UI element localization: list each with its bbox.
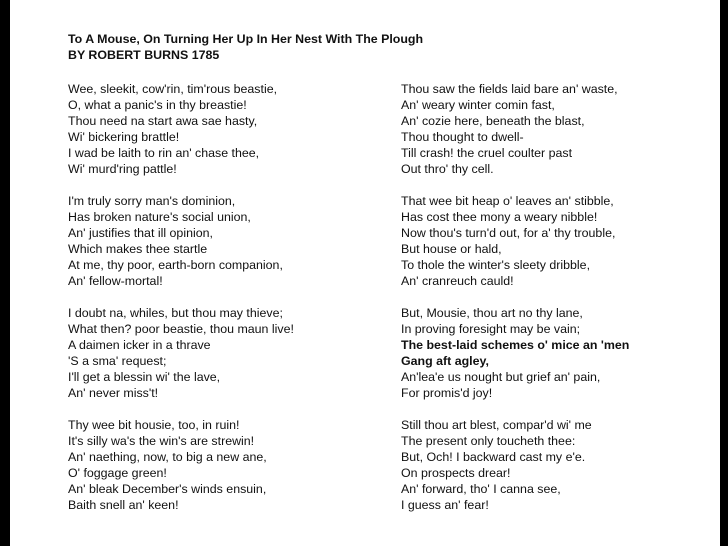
right-column	[401, 81, 629, 529]
poem-line: What then? poor beastie, thou maun live!	[68, 322, 294, 336]
poem-line: In proving foresight may be vain;	[401, 322, 581, 336]
poem-line: Out thro' thy cell.	[401, 162, 494, 176]
poem-line: O, what a panic's in thy breastie!	[68, 98, 247, 112]
poem-line: At me, thy poor, earth-born companion,	[68, 258, 283, 272]
poem-line: I'm truly sorry man's dominion,	[68, 194, 236, 208]
document-page	[10, 0, 720, 546]
poem-line-emphasized: Gang aft agley,	[401, 354, 489, 368]
poem-line: I doubt na, whiles, but thou may thieve;	[68, 306, 283, 320]
poem-line: For promis'd joy!	[401, 386, 493, 400]
poem-line: A daimen icker in a thrave	[68, 338, 211, 352]
poem-line: An'lea'e us nought but grief an' pain,	[401, 370, 601, 384]
poem-line: Wi' bickering brattle!	[68, 130, 180, 144]
poem-line: I wad be laith to rin an' chase thee,	[68, 146, 260, 160]
stanza	[401, 305, 629, 401]
poem-line: Baith snell an' keen!	[68, 498, 179, 512]
poem-line: I'll get a blessin wi' the lave,	[68, 370, 221, 384]
stanza	[401, 417, 629, 513]
left-column	[68, 81, 294, 529]
poem-line: But, Mousie, thou art no thy lane,	[401, 306, 583, 320]
stanza	[68, 193, 294, 289]
poem-line: Has broken nature's social union,	[68, 210, 251, 224]
poem-line: The present only toucheth thee:	[401, 434, 576, 448]
poem-line: Wi' murd'ring pattle!	[68, 162, 177, 176]
poem-line: Thou saw the fields laid bare an' waste,	[401, 82, 618, 96]
stanza	[401, 81, 629, 177]
poem-line: Till crash! the cruel coulter past	[401, 146, 573, 160]
poem-line: O' foggage green!	[68, 466, 167, 480]
stanza	[68, 81, 294, 177]
poem-line: An' justifies that ill opinion,	[68, 226, 213, 240]
stanza	[68, 305, 294, 401]
stanza	[401, 193, 629, 289]
poem-line: Thou thought to dwell-	[401, 130, 524, 144]
poem-line: I guess an' fear!	[401, 498, 489, 512]
poem-line: It's silly wa's the win's are strewin!	[68, 434, 255, 448]
poem-line: 'S a sma' request;	[68, 354, 167, 368]
poem-line: Thou need na start awa sae hasty,	[68, 114, 258, 128]
poem-line: That wee bit heap o' leaves an' stibble,	[401, 194, 614, 208]
poem-line: Thy wee bit housie, too, in ruin!	[68, 418, 240, 432]
poem-line: Has cost thee mony a weary nibble!	[401, 210, 598, 224]
poem-line: An' forward, tho' I canna see,	[401, 482, 561, 496]
poem-line: Which makes thee startle	[68, 242, 208, 256]
poem-line: An' naething, now, to big a new ane,	[68, 450, 267, 464]
poem-line: Still thou art blest, compar'd wi' me	[401, 418, 592, 432]
poem-line: But house or hald,	[401, 242, 502, 256]
poem-line-emphasized: The best-laid schemes o' mice an 'men	[401, 338, 630, 352]
poem-heading	[68, 31, 423, 63]
poem-line: An' never miss't!	[68, 386, 159, 400]
poem-line: An' bleak December's winds ensuin,	[68, 482, 267, 496]
poem-title: To A Mouse, On Turning Her Up In Her Nest With The Plough	[68, 32, 424, 46]
poem-line: An' fellow-mortal!	[68, 274, 163, 288]
poem-line: To thole the winter's sleety dribble,	[401, 258, 591, 272]
poem-line: An' weary winter comin fast,	[401, 98, 555, 112]
poem-byline: BY ROBERT BURNS 1785	[68, 48, 220, 62]
poem-line: An' cozie here, beneath the blast,	[401, 114, 585, 128]
stanza	[68, 417, 294, 513]
poem-line: An' cranreuch cauld!	[401, 274, 514, 288]
poem-line: But, Och! I backward cast my e'e.	[401, 450, 586, 464]
poem-line: Wee, sleekit, cow'rin, tim'rous beastie,	[68, 82, 278, 96]
poem-line: Now thou's turn'd out, for a' thy trouble,	[401, 226, 616, 240]
poem-line: On prospects drear!	[401, 466, 511, 480]
